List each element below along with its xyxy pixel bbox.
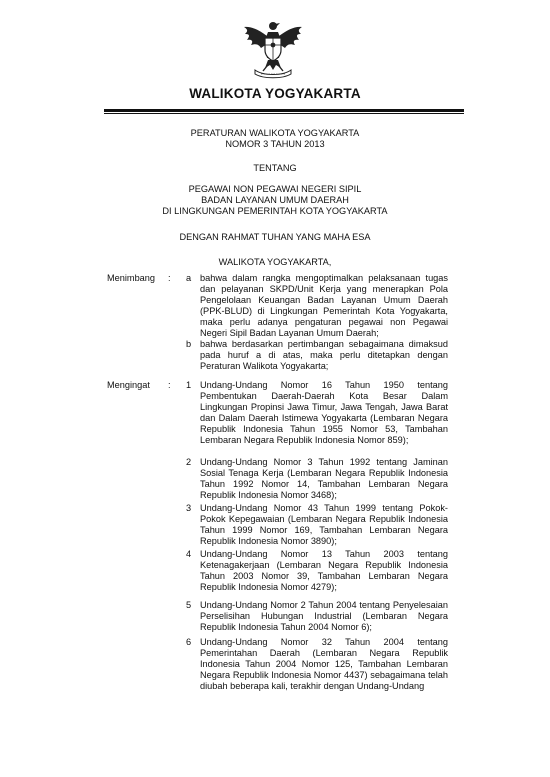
authority-line: WALIKOTA YOGYAKARTA, xyxy=(218,257,332,267)
legal-basis-text: Undang-Undang Nomor 2 Tahun 2004 tentang Penyelesaian Perselisihan Hubungan Industrial (Lembaran Negara Republik Indonesia Tahun 2004 Nomor 6); xyxy=(200,600,448,632)
item-marker: 5 xyxy=(186,600,192,610)
heading-divider-thick xyxy=(104,109,464,112)
consideration-text: bahwa berdasarkan pertimbangan sebagaimana dimaksud pada huruf a di atas, maka perlu ditetapkan dengan Peraturan Walikota Yogyakarta; xyxy=(200,339,448,371)
item-marker: 2 xyxy=(186,457,192,467)
item-marker: 1 xyxy=(186,380,192,390)
legal-basis-text: Undang-Undang Nomor 3 Tahun 1992 tentang Jaminan Sosial Tenaga Kerja (Lembaran Negara Republik Indonesia Tahun 1992 Nomor 14, Tambahan Lembaran Negara Republik Indonesia Nomor 3468); xyxy=(200,457,448,500)
mengingat-label: Mengingat xyxy=(107,380,150,390)
legal-basis-text: Undang-Undang Nomor 13 Tahun 2003 tentang Ketenagakerjaan (Lembaran Negara Republik Indonesia Tahun 2003 Nomor 39, Tambahan Lembaran Negara Republik Indonesia Nomor 4279); xyxy=(200,549,448,592)
mengingat-colon: : xyxy=(168,380,171,390)
item-marker: 3 xyxy=(186,503,192,513)
about-label: TENTANG xyxy=(253,163,297,173)
regulation-number: NOMOR 3 TAHUN 2013 xyxy=(225,139,325,149)
item-marker: 4 xyxy=(186,549,192,559)
legal-basis-text: Undang-Undang Nomor 16 Tahun 1950 tentang Pembentukan Daerah-Daerah Kota Besar Dalam Lingkungan Propinsi Jawa Timur, Jawa Tengah, Jawa Barat dan Dalam Daerah Istimewa Yogyakarta (Lembaran Negara Republik Indonesia Tahun 1955 Nomor 53, Tambahan Lembaran Negara Republik Indonesia Nomor 859); xyxy=(200,380,448,445)
item-marker: b xyxy=(186,339,192,349)
item-marker: a xyxy=(186,273,192,283)
garuda-emblem-icon xyxy=(241,18,305,80)
invocation: DENGAN RAHMAT TUHAN YANG MAHA ESA xyxy=(179,232,371,242)
mayor-heading: WALIKOTA YOGYAKARTA xyxy=(189,86,361,101)
legal-basis-text: Undang-Undang Nomor 32 Tahun 2004 tentang Pemerintahan Daerah (Lembaran Negara Republik Indonesia Tahun 2004 Nomor 125, Tambahan Lembaran Negara Republik Indonesia Nomor 4437) sebagaimana telah diubah beberapa kali, terakhir dengan Undang-Undang xyxy=(200,637,448,691)
menimbang-colon: : xyxy=(168,273,171,283)
subject-line: BADAN LAYANAN UMUM DAERAH xyxy=(201,195,349,205)
menimbang-label: Menimbang xyxy=(107,273,156,283)
legal-basis-text: Undang-Undang Nomor 43 Tahun 1999 tentang Pokok-Pokok Kepegawaian (Lembaran Negara Republik Indonesia Tahun 1999 Nomor 169, Tambahan Lembaran Negara Republik Indonesia Nomor 3890); xyxy=(200,503,448,546)
subject-line: PEGAWAI NON PEGAWAI NEGERI SIPIL xyxy=(188,184,362,194)
item-marker: 6 xyxy=(186,637,192,647)
consideration-text: bahwa dalam rangka mengoptimalkan pelaksanaan tugas dan pelayanan SKPD/Unit Kerja yang menerapkan Pola Pengelolaan Keuangan Badan Layanan Umum Daerah (PPK-BLUD) di Lingkungan Pemerintah Kota Yogyakarta, maka perlu adanya pengaturan pegawai non Pegawai Negeri Sipil Badan Layanan Umum Daerah; xyxy=(200,273,448,338)
heading-divider-thin xyxy=(104,113,464,114)
subject-line: DI LINGKUNGAN PEMERINTAH KOTA YOGYAKARTA xyxy=(162,206,388,216)
regulation-title: PERATURAN WALIKOTA YOGYAKARTA xyxy=(190,128,360,138)
